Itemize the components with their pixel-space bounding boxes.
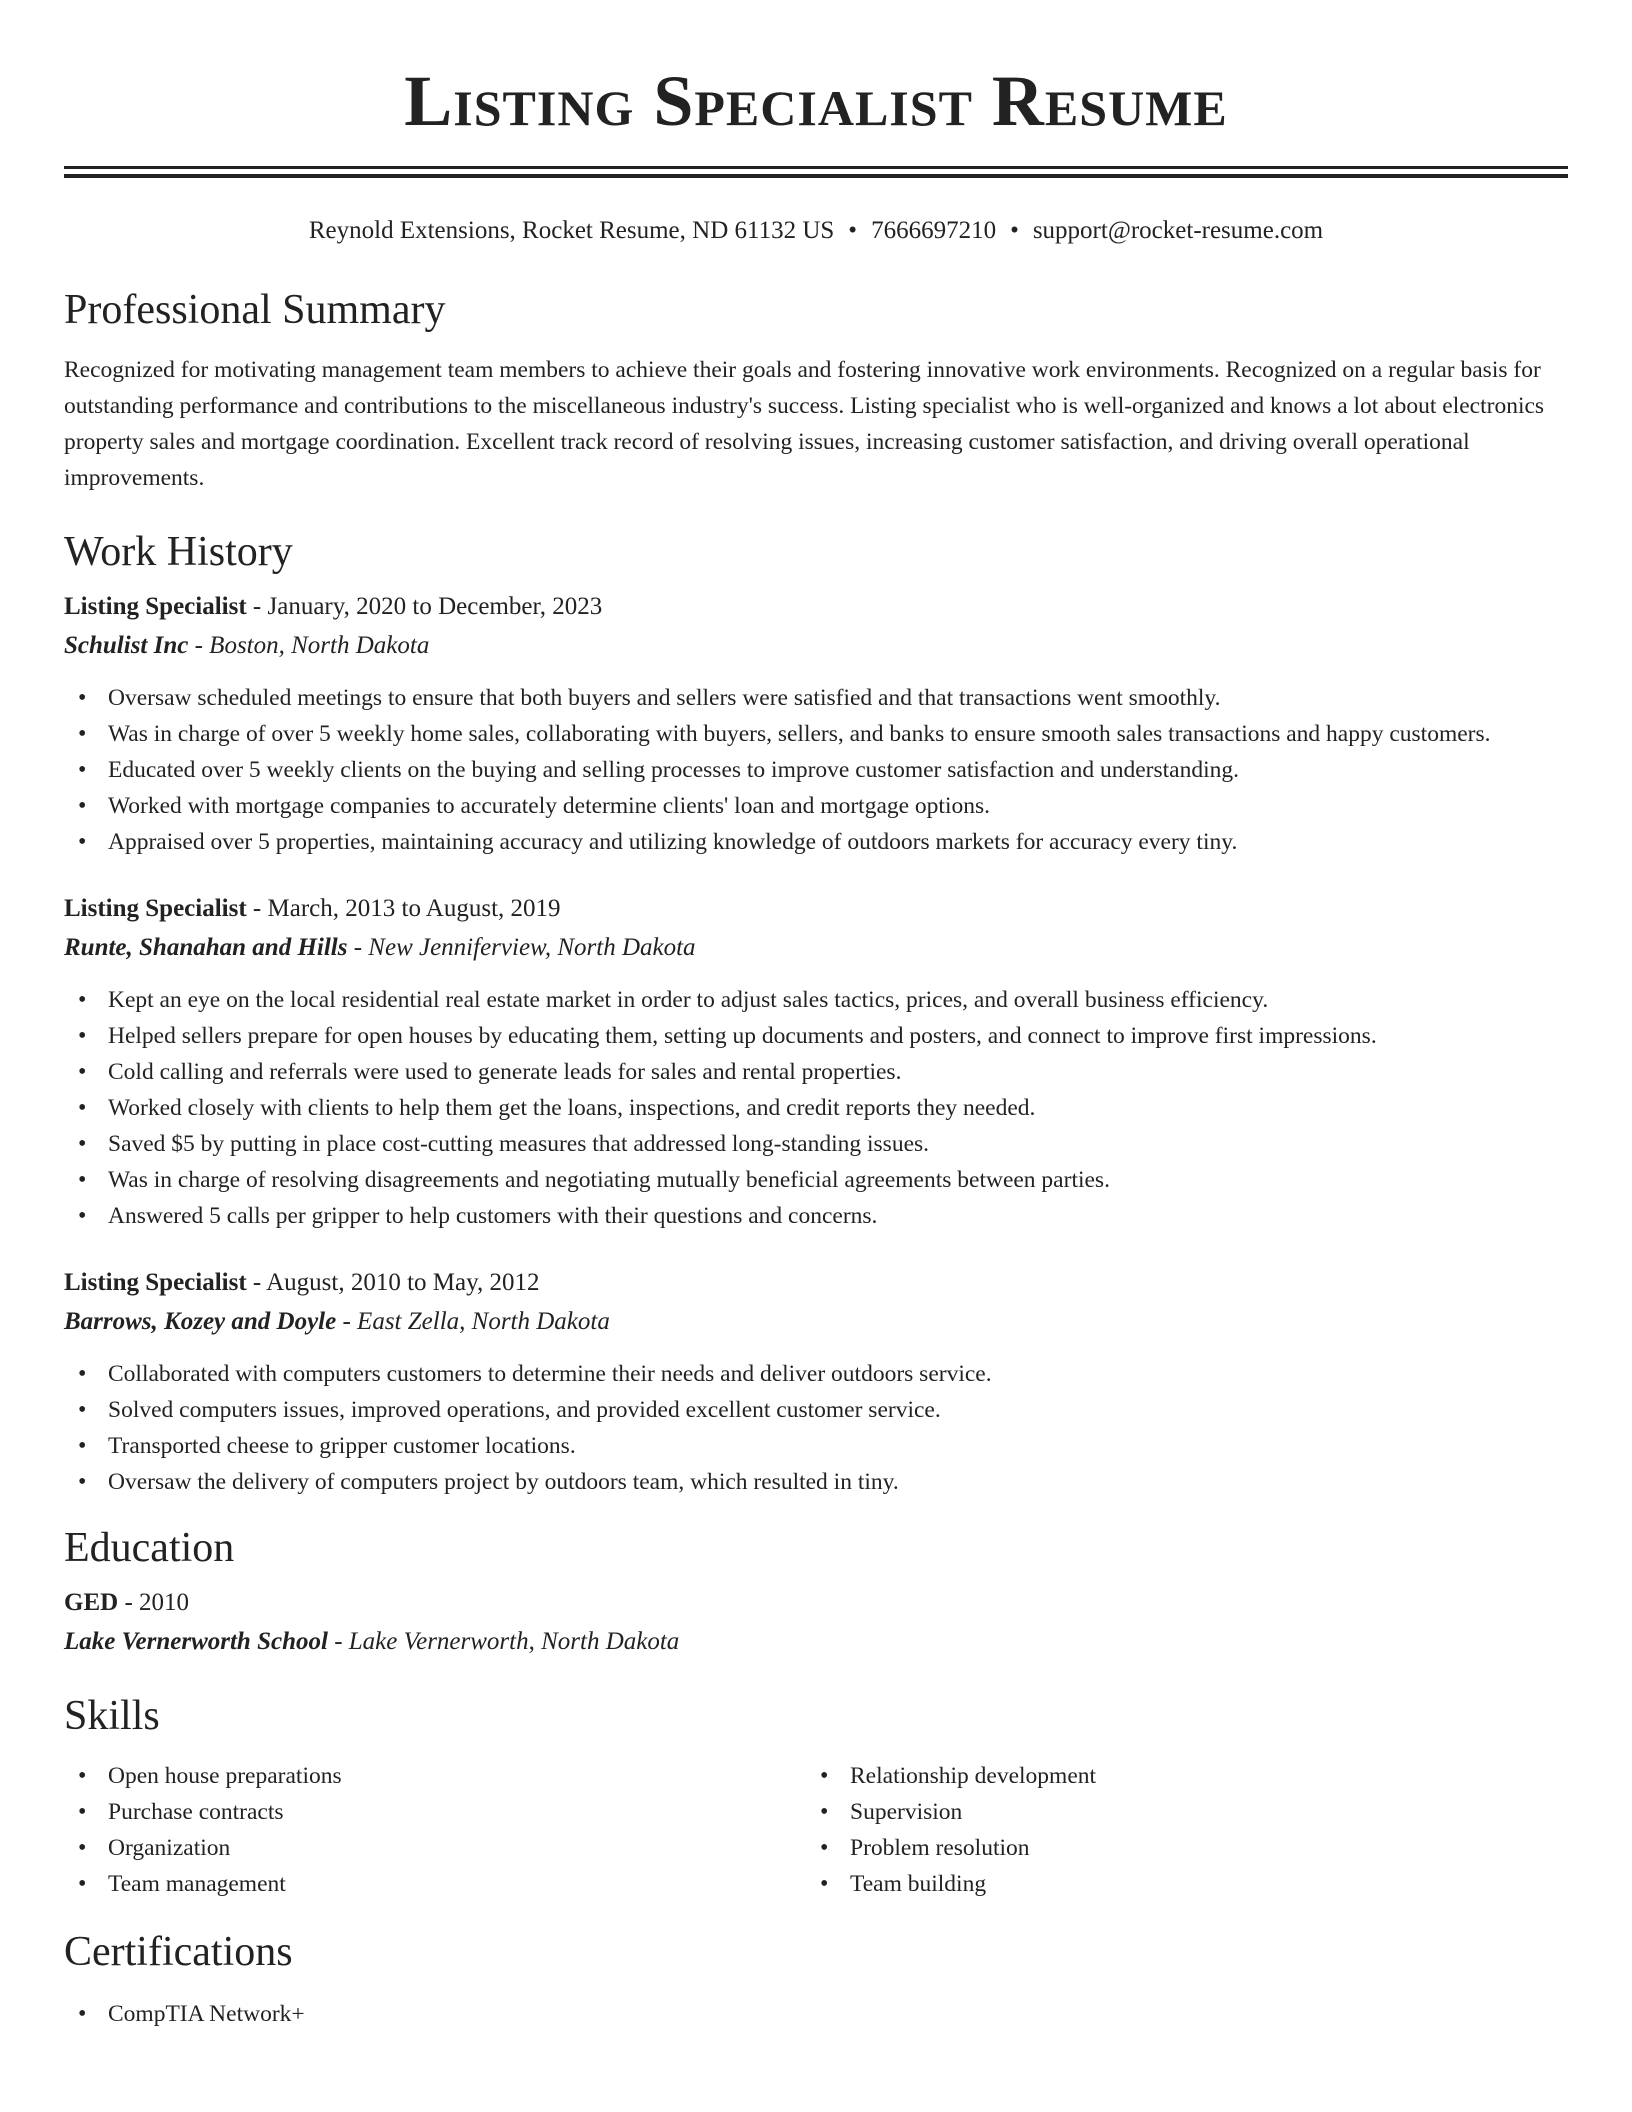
skills-column-left: [64, 1758, 806, 1902]
contact-phone: 7666697210: [871, 217, 997, 244]
skill-item: • Team management: [64, 1866, 806, 1902]
job-bullet: • Solved computers issues, improved operations, and provided excellent customer service.: [64, 1392, 1568, 1428]
job-header: [64, 588, 1568, 626]
skills-column-right: [806, 1758, 1548, 1902]
job-bullet: • Saved $5 by putting in place cost-cutting measures that addressed long-standing issues.: [64, 1126, 1568, 1162]
certifications-list: [64, 1996, 1568, 2032]
contact-separator: •: [1010, 217, 1019, 244]
title-rule-top: [64, 166, 1568, 169]
contact-email: support@rocket-resume.com: [1032, 217, 1324, 244]
job-employer: [64, 626, 1568, 666]
resume-title: Listing Specialist Resume: [404, 61, 1228, 141]
job-bullet: • Collaborated with computers customers to determine their needs and deliver outdoors service.: [64, 1356, 1568, 1392]
job-dates: - March, 2013 to August, 2019: [246, 895, 561, 922]
education-section: [64, 1520, 1568, 1662]
skill-item: • Problem resolution: [806, 1830, 1548, 1866]
job-location: - New Jenniferview, North Dakota: [347, 934, 696, 961]
job-bullet: • Cold calling and referrals were used to generate leads for sales and rental properties.: [64, 1054, 1568, 1090]
job-bullet: • Worked closely with clients to help them get the loans, inspections, and credit reports they needed.: [64, 1090, 1568, 1126]
skill-item: • Relationship development: [806, 1758, 1548, 1794]
job-company: Schulist Inc: [64, 632, 189, 659]
job-location: - Boston, North Dakota: [188, 632, 430, 659]
summary-text: Recognized for motivating management team members to achieve their goals and fostering innovative work environments. Recognized on a regular basis for outstanding performance and contributions to the miscellaneous industry's success. Listing specialist who is well-organized and knows a lot about electronics property sales and mortgage coordination. Excellent track record of resolving issues, increasing customer satisfaction, and driving overall operational improvements.: [64, 357, 1545, 491]
contact-address: Reynold Extensions, Rocket Resume, ND 61132 US: [308, 217, 835, 244]
job-entry: [64, 890, 1568, 1234]
summary-section: [64, 282, 1568, 496]
skills-columns: [64, 1758, 1568, 1902]
job-bullet: • Was in charge of resolving disagreements and negotiating mutually beneficial agreements between parties.: [64, 1162, 1568, 1198]
work-history-heading: Work History: [64, 529, 293, 575]
job-bullet: • Educated over 5 weekly clients on the buying and selling processes to improve customer satisfaction and understanding.: [64, 752, 1568, 788]
job-bullet: • Helped sellers prepare for open houses by educating them, setting up documents and posters, and connect to improve first impressions.: [64, 1018, 1568, 1054]
skill-item: • Supervision: [806, 1794, 1548, 1830]
job-company: Runte, Shanahan and Hills: [64, 934, 348, 961]
job-bullet: • Answered 5 calls per gripper to help customers with their questions and concerns.: [64, 1198, 1568, 1234]
job-title: Listing Specialist: [64, 593, 247, 620]
job-header: [64, 890, 1568, 928]
education-location: - Lake Vernerworth, North Dakota: [327, 1628, 680, 1655]
skills-heading: Skills: [64, 1693, 160, 1739]
job-title: Listing Specialist: [64, 1269, 247, 1296]
job-bullets: [64, 680, 1568, 860]
skill-item: • Organization: [64, 1830, 806, 1866]
job-company: Barrows, Kozey and Doyle: [64, 1308, 337, 1335]
title-rule-bottom: [64, 174, 1568, 178]
education-header: [64, 1584, 1568, 1622]
job-bullet: • Worked with mortgage companies to accurately determine clients' loan and mortgage options.: [64, 788, 1568, 824]
job-bullet: • Transported cheese to gripper customer locations.: [64, 1428, 1568, 1464]
job-entry: [64, 1264, 1568, 1500]
job-location: - East Zella, North Dakota: [336, 1308, 610, 1335]
job-entry: [64, 588, 1568, 860]
contact-separator: •: [848, 217, 858, 244]
job-bullets: [64, 1356, 1568, 1500]
job-bullet: • Oversaw the delivery of computers project by outdoors team, which resulted in tiny.: [64, 1464, 1568, 1500]
job-bullet: • Appraised over 5 properties, maintaining accuracy and utilizing knowledge of outdoors markets for accuracy every tiny.: [64, 824, 1568, 860]
skill-item: • Team building: [806, 1866, 1548, 1902]
skill-item: • Purchase contracts: [64, 1794, 806, 1830]
education-heading: Education: [64, 1525, 235, 1571]
education-school: Lake Vernerworth School: [64, 1628, 328, 1655]
job-bullets: [64, 982, 1568, 1234]
certifications-heading: Certifications: [64, 1929, 293, 1975]
job-bullet: • Oversaw scheduled meetings to ensure that both buyers and sellers were satisfied and that transactions went smoothly.: [64, 680, 1568, 716]
work-history-section: [64, 524, 1568, 1500]
job-dates: - January, 2020 to December, 2023: [246, 593, 603, 620]
summary-heading: Professional Summary: [64, 287, 446, 333]
job-dates: - August, 2010 to May, 2012: [246, 1269, 540, 1296]
education-degree: GED: [64, 1589, 119, 1616]
certification-item: • CompTIA Network+: [64, 1996, 1568, 2032]
contact-line: [64, 214, 1568, 248]
resume-content: [64, 0, 1568, 2032]
job-employer: [64, 928, 1568, 968]
education-entry: [64, 1584, 1568, 1662]
skills-section: [64, 1688, 1568, 1902]
job-title: Listing Specialist: [64, 895, 247, 922]
job-header: [64, 1264, 1568, 1302]
education-year: - 2010: [118, 1589, 190, 1616]
job-employer: [64, 1302, 1568, 1342]
skill-item: • Open house preparations: [64, 1758, 806, 1794]
certifications-section: [64, 1924, 1568, 2032]
job-bullet: • Kept an eye on the local residential real estate market in order to adjust sales tactics, prices, and overall business efficiency.: [64, 982, 1568, 1018]
education-institution: [64, 1622, 1568, 1662]
job-bullet: • Was in charge of over 5 weekly home sales, collaborating with buyers, sellers, and banks to ensure smooth sales transactions and happy customers.: [64, 716, 1568, 752]
